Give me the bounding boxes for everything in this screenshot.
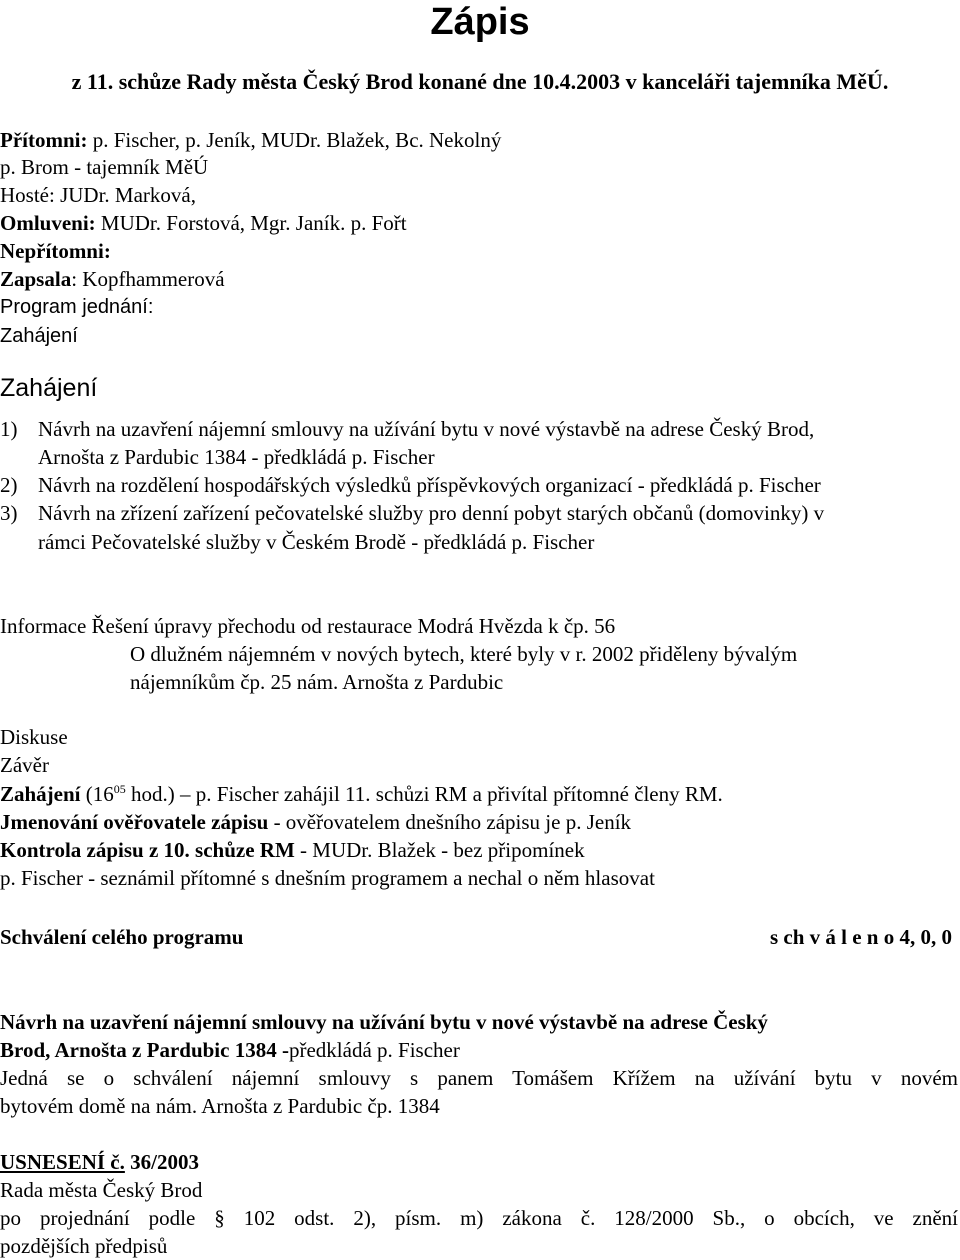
recorded-value: : Kopfhammerová <box>71 267 225 291</box>
minutes-check-label: Kontrola zápisu z 10. schůze RM <box>0 838 295 862</box>
document-subtitle: z 11. schůze Rady města Český Brod konané dne 10.4.2003 v kanceláři tajemníka MěÚ. <box>71 69 889 94</box>
agenda-item-3-continued: rámci Pečovatelské služby v Českém Brodě - předkládá p. Fischer <box>38 530 595 554</box>
approval-line <box>0 923 952 951</box>
resolution-heading <box>0 1148 199 1176</box>
program-label: Program jednání: <box>0 296 154 318</box>
program-note: p. Fischer - seznámil přítomné s dnešním programem a nechal o něm hlasovat <box>0 866 655 890</box>
recorded-line <box>0 265 225 293</box>
proposal-title-line-2 <box>0 1036 460 1064</box>
verifier-value: - ověřovatelem dnešního zápisu je p. Jeník <box>268 810 632 834</box>
present-value: p. Fischer, p. Jeník, MUDr. Blažek, Bc. Nekolný <box>87 128 502 152</box>
resolution-number: 36/2003 <box>124 1150 199 1174</box>
excused-line <box>0 209 407 237</box>
proposal-title-line-1: Návrh na uzavření nájemní smlouvy na užívání bytu v nové výstavbě na adrese Český <box>0 1010 768 1034</box>
information-line-2: O dlužném nájemném v nových bytech, které byly v r. 2002 přiděleny bývalým <box>130 642 798 666</box>
resolution-text-line-1: po projednání podle § 102 odst. 2), písm. m) zákona č. 128/2000 Sb., o obcích, ve znění <box>0 1206 958 1230</box>
proposal-body-line-1: Jedná se o schválení nájemní smlouvy s panem Tomášem Křížem na užívání bytu v novém <box>0 1066 958 1090</box>
proposal-title-bold: Brod, Arnošta z Pardubic 1384 - <box>0 1038 289 1062</box>
opening-text: hod.) – p. Fischer zahájil 11. schůzi RM a přivítal přítomné členy RM. <box>125 782 723 806</box>
information-label: Informace <box>0 614 87 638</box>
agenda-item-number: 1) <box>0 417 18 441</box>
secretary-line: p. Brom - tajemník MěÚ <box>0 155 209 179</box>
opening-time: (16 <box>80 782 114 806</box>
information-line-1 <box>0 612 615 640</box>
verifier-line <box>0 808 631 836</box>
information-line-3: nájemníkům čp. 25 nám. Arnošta z Pardubic <box>130 670 504 694</box>
present-label: Přítomni: <box>0 128 88 152</box>
agenda-heading: Zahájení <box>0 374 98 402</box>
agenda-item-number: 2) <box>0 473 18 497</box>
program-first-item: Zahájení <box>0 325 78 347</box>
approval-result: s ch v á l e n o 4, 0, 0 <box>769 925 952 949</box>
minutes-check-line <box>0 836 585 864</box>
proposal-presenter: předkládá p. Fischer <box>288 1038 460 1062</box>
opening-label: Zahájení <box>0 782 81 806</box>
recorded-label: Zapsala <box>0 267 72 291</box>
proposal-body-line-2: bytovém domě na nám. Arnošta z Pardubic čp. 1384 <box>0 1094 440 1118</box>
document-title: Zápis <box>430 1 530 43</box>
information-text: Řešení úpravy přechodu od restaurace Modrá Hvězda k čp. 56 <box>86 614 616 638</box>
guests-line: Hosté: JUDr. Marková, <box>0 183 196 207</box>
excused-value: MUDr. Forstová, Mgr. Janík. p. Fořt <box>95 211 407 235</box>
resolution-council: Rada města Český Brod <box>0 1178 203 1202</box>
opening-line <box>0 780 723 808</box>
agenda-item-1-continued: Arnošta z Pardubic 1384 - předkládá p. Fischer <box>38 445 435 469</box>
resolution-text-line-2: pozdějších předpisů <box>0 1234 168 1258</box>
opening-time-minutes: 05 <box>113 782 126 796</box>
resolution-label: USNESENÍ č. <box>0 1150 125 1174</box>
discussion-label: Diskuse <box>0 725 68 749</box>
approval-label: Schválení celého programu <box>0 925 244 949</box>
excused-label: Omluveni: <box>0 211 96 235</box>
conclusion-label: Závěr <box>0 753 49 777</box>
agenda-item-number: 3) <box>0 501 18 525</box>
agenda-item-text: Návrh na zřízení zařízení pečovatelské služby pro denní pobyt starých občanů (domovinky) v <box>38 501 825 525</box>
absent-label: Nepřítomni: <box>0 239 111 263</box>
verifier-label: Jmenování ověřovatele zápisu <box>0 810 269 834</box>
minutes-check-value: - MUDr. Blažek - bez připomínek <box>294 838 585 862</box>
agenda-item-text: Návrh na rozdělení hospodářských výsledků příspěvkových organizací - předkládá p. Fischer <box>38 473 821 497</box>
agenda-item-text: Návrh na uzavření nájemní smlouvy na užívání bytu v nové výstavbě na adrese Český Brod, <box>38 417 815 441</box>
present-line <box>0 126 501 154</box>
